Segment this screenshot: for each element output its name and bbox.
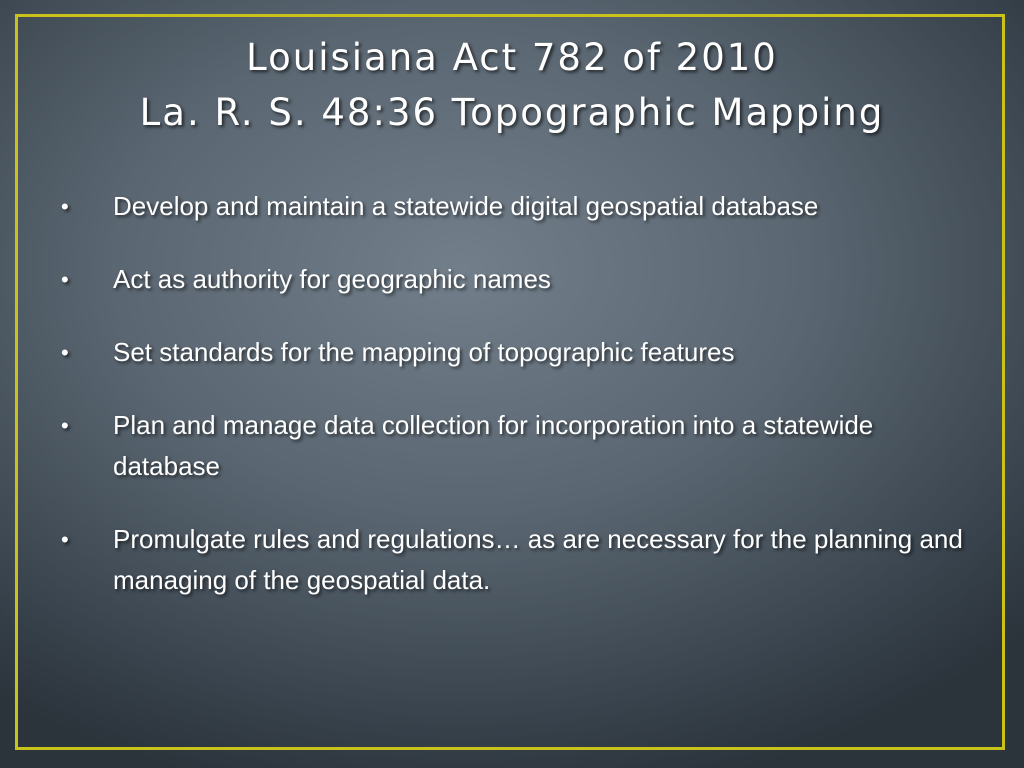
bullet-marker: • (61, 413, 69, 438)
bullet-item (55, 332, 985, 373)
bullet-text: Promulgate rules and regulations… as are necessary for the planning and managing of the geospatial data. (113, 524, 963, 595)
slide-title (0, 30, 1024, 140)
bullet-item (55, 519, 985, 601)
bullet-text: Plan and manage data collection for incorporation into a statewide database (113, 410, 874, 481)
bullet-item (55, 405, 985, 487)
bullet-item (55, 186, 985, 227)
bullet-marker: • (61, 340, 69, 365)
bullet-item (55, 259, 985, 300)
bullet-marker: • (61, 527, 69, 552)
bullet-marker: • (61, 194, 69, 219)
title-line-1: Louisiana Act 782 of 2010 (246, 36, 778, 79)
bullet-text: Develop and maintain a statewide digital geospatial database (113, 191, 819, 221)
title-line-2: La. R. S. 48:36 Topographic Mapping (139, 91, 885, 134)
bullet-text: Set standards for the mapping of topographic features (113, 337, 735, 367)
bullet-marker: • (61, 267, 69, 292)
bullet-list (55, 186, 985, 633)
bullet-text: Act as authority for geographic names (113, 264, 551, 294)
